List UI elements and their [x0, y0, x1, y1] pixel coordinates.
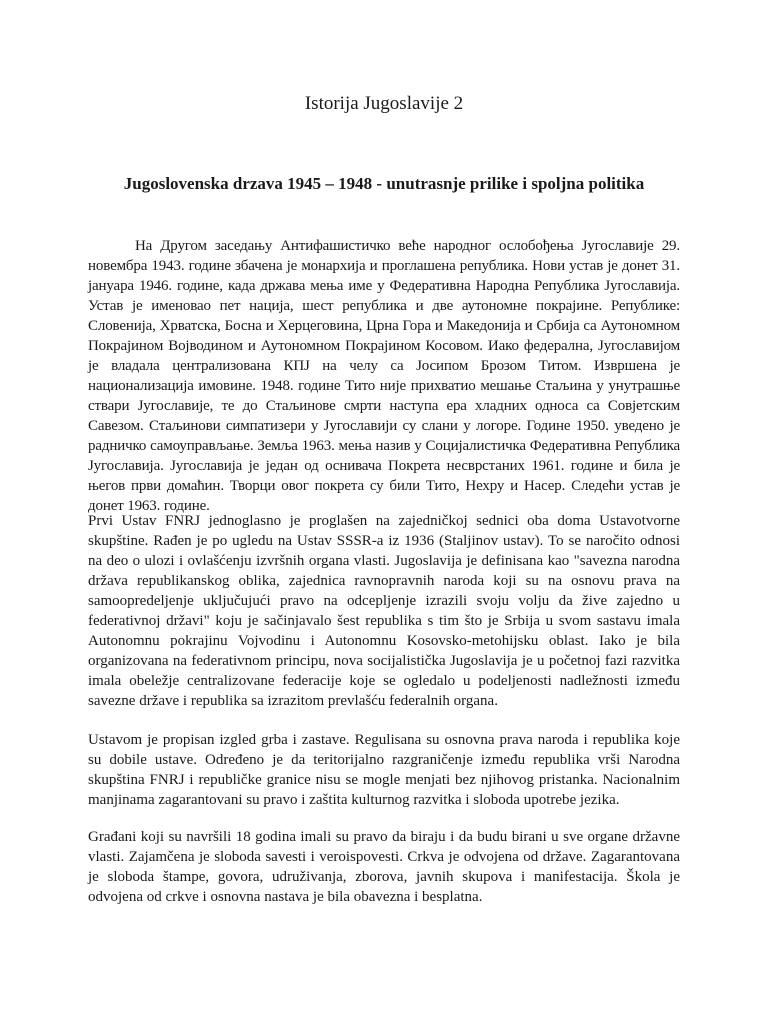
paragraph-citizens-rights: Građani koji su navršili 18 godina imali su pravo da biraju i da budu birani u sve organe državne vlasti. Zajamčena je sloboda savesti i veroispovesti. Crkva je odvojena od države. Zagarantovana je sloboda štampe, govora, udruživanja, zborova, javnih skupova i manifestacija. Škola je odvojena od crkve i osnovna nastava je bila obavezna i besplatna.	[88, 829, 680, 905]
paragraph-cyrillic-intro: На Другом заседању Антифашистичко веће народног ослобођења Југославије 29. новембра 1943. године збачена је монархија и проглашена република. Нови устав је донет 31. јануара 1946. године, када држава мења име у Федеративна Народна Република Југославија. Устав је именовао пет нација, шест република и две аутономне покрајине. Републике: Словенија, Хрватска, Босна и Херцеговина, Црна Гора и Македонија и Србија са Аутономном Покрајином Војводином и Аутономном Покрајином Косовом. Иако федерална, Југославијом је владала централизована КПЈ на челу са Јосипом Брозом Титом. Извршена је национализација имовине. 1948. године Тито није прихватио мешање Стаљина у унутрашње ствари Југославије, те до Стаљинове смрти наступа ера хладних односа са Совјетским Савезом. Стаљинови симпатизери у Југославији су слани у логоре. Године 1950. уведено је радничко самоуправљање. Земља 1963. мења назив у Социјалистичка Федеративна Република Југославија. Југославија је један од оснивача Покрета несврстаних 1961. године и била је његов први домаћин. Творци овог покрета су били Тито, Нехру и Насер. Следећи устав је донет 1963. године.	[88, 238, 680, 514]
paragraph-first-constitution: Prvi Ustav FNRJ jednoglasno je proglašen na zajedničkoj sednici oba doma Ustavotvorne skupštine. Rađen je po ugledu na Ustav SSSR-a iz 1936 (Staljinov ustav). To se naročito odnosi na deo o ulozi i ovlašćenju izvršnih organa vlasti. Jugoslavija je definisana kao "savezna narodna država republikanskog oblika, zajednica ravnopravnih naroda koji su na osnovu prava na samoopredeljenje uključujući pravo na odcepljenje izrazili svoju volju da žive zajedno u federativnoj državi" koju je sačinjavalo šest republika s tim što je Srbija u svom sastavu imala Autonomnu pokrajinu Vojvodinu i Autonomnu Kosovsko-metohijsku oblast. Iako je bila organizovana na federativnom principu, nova socijalistička Jugoslavija je u početnoj fazi razvitka imala obeležje centralizovane federacije koje se ogledalo u podeljenosti nadležnosti između savezne države i republika sa izrazitom prevlašću federalnih organa.	[88, 513, 680, 709]
paragraph-coat-of-arms: Ustavom je propisan izgled grba i zastave. Regulisana su osnovna prava naroda i republika koje su dobile ustave. Određeno je da teritorijalno razgraničenje između republika vrši Narodna skupština FNRJ i republičke granice nisu se mogle menjati bez njihovog pristanka. Nacionalnim manjinama zagarantovani su pravo i zaštita kulturnog razvitka i sloboda upotrebe jezika.	[88, 732, 680, 808]
document-title: Istorija Jugoslavije 2	[304, 93, 464, 114]
document-subtitle: Jugoslovenska drzava 1945 – 1948 - unutrasnje prilike i spoljna politika	[123, 174, 645, 193]
